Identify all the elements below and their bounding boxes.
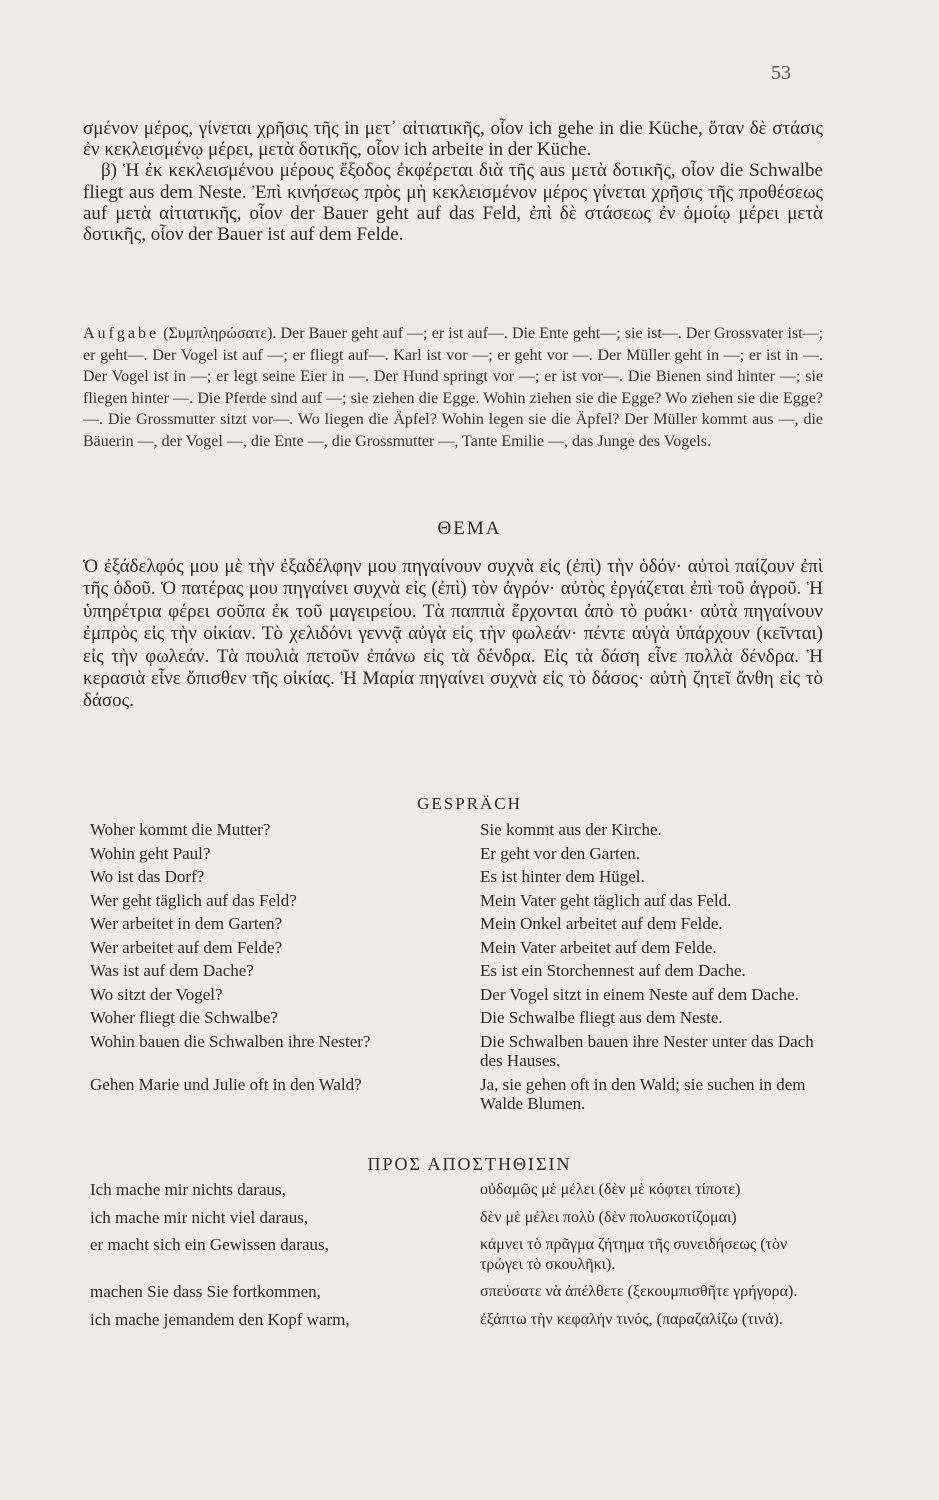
thema-text: Ὁ ἐξάδελφός μου μὲ τὴν ἐξαδέλφην μου πηγαίνουν συχνὰ εἰς (ἐπὶ) τὴν ὁδόν· αὐτοὶ παίζουν ἐπὶ τῆς ὁδοῦ. Ὁ πατέρας μου πηγαίνει συχνὰ εἰς (ἐπὶ) τὸν ἀγρόν· αὐτὸς ἐργάζεται ἐπὶ τοῦ ἀγροῦ. Ἡ ὑπηρέτρια φέρει σοῦπα ἐκ τοῦ μαγειρείου. Τὰ παππιὰ ἔρχονται ἀπὸ τὸ ρυάκι· αὐτὰ πηγαίνουν ἐμπρὸς εἰς τὴν οἰκίαν. Τὸ χελιδόνι γεννᾷ αὐγὰ εἰς τὴν φωλεάν· πέντε αὐγὰ ὑπάρχουν (κεῖνται) εἰς τὴν φωλεάν. Τὰ πουλιὰ πετοῦν ἐπάνω εἰς τὰ δένδρα. Εἰς τὰ δάση εἶνε πολλὰ δένδρα. Ἡ κερασιὰ εἶνε ὄπισθεν τῆς οἰκίας. Ἡ Μαρία πηγαίνει συχνὰ εἰς τὸ δάσος· αὐτὴ ζητεῖ ἄνθη εἰς τὸ δάσος. <box>83 556 823 712</box>
idiom-row <box>90 1180 830 1200</box>
memorize-heading: ΠΡΟΣ ΑΠΟΣΤΗΘΙΣΙΝ <box>367 1154 572 1174</box>
thema-heading: ΘΕΜΑ <box>437 518 502 539</box>
idiom-list <box>90 1180 830 1337</box>
question: Wer arbeitet in dem Garten? <box>90 914 283 933</box>
greek-translation: οὐδαμῶς μὲ μέλει (δὲν μὲ κόφτει τίποτε) <box>480 1181 741 1198</box>
answer: Es ist ein Storchennest auf dem Dache. <box>480 961 746 980</box>
conversation-row <box>90 914 830 934</box>
intro-paragraph-1: σμένον μέρος, γίνεται χρῆσις τῆς in μετ᾽ αἰτιατικῆς, οἷον ich gehe in die Küche, ὅταν δὲ στάσις ἐν κεκλεισμένῳ μέρει, μετὰ δοτικῆς, οἷον ich arbeite in der Küche. <box>83 118 823 161</box>
question: Woher fliegt die Schwalbe? <box>90 1008 278 1027</box>
greek-translation: ἐξάπτω τὴν κεφαλήν τινός, (παραζαλίζω (τινά). <box>480 1310 783 1328</box>
question: Wo ist das Dorf? <box>90 867 205 886</box>
answer: Ja, sie gehen oft in den Wald; sie suchen in dem Walde Blumen. <box>480 1074 806 1113</box>
conversation-row <box>90 1008 830 1028</box>
answer: Sie kommt aus der Kirche. <box>480 820 662 839</box>
question: Wo sitzt der Vogel? <box>90 984 223 1004</box>
question: Wer geht täglich auf das Feld? <box>90 890 297 910</box>
german-idiom: er macht sich ein Gewissen daraus, <box>90 1235 329 1254</box>
question: Was ist auf dem Dache? <box>90 961 254 980</box>
question: Woher kommt die Mutter? <box>90 820 271 839</box>
german-idiom: machen Sie dass Sie fortkommen, <box>90 1282 321 1301</box>
conversation-row <box>90 961 830 981</box>
exercise-label: Aufgabe <box>83 325 160 342</box>
conversation-row <box>90 985 830 1005</box>
german-idiom: ich mache jemandem den Kopf warm, <box>90 1309 350 1329</box>
question: Wohin bauen die Schwalben ihre Nester? <box>90 1031 371 1051</box>
answer: Der Vogel sitzt in einem Neste auf dem Dache. <box>480 984 799 1004</box>
answer: Mein Vater arbeitet auf dem Felde. <box>480 937 717 957</box>
conversation-heading: GESPRÄCH <box>417 794 522 813</box>
conversation-row <box>90 1075 830 1114</box>
question: Wer arbeitet auf dem Felde? <box>90 937 283 957</box>
answer: Mein Vater geht täglich auf das Feld. <box>480 890 732 910</box>
question: Wohin geht Paul? <box>90 843 211 863</box>
intro-text <box>83 118 823 245</box>
answer: Die Schwalbe fliegt aus dem Neste. <box>480 1008 723 1027</box>
exercise-block <box>83 323 823 452</box>
intro-paragraph-2: β) Ἡ ἐκ κεκλεισμένου μέρους ἔξοδος ἐκφέρεται διὰ τῆς aus μετὰ δοτικῆς, οἷον die Schwalbe fliegt aus dem Neste. Ἐπὶ κινήσεως πρὸς μὴ κεκλεισμένον μέρος γίνεται χρῆσις τῆς προθέσεως auf μετὰ αἰτιατικῆς, οἷον der Bauer geht auf das Feld, ἐπὶ δὲ στάσεως ἐν ὁμοίῳ μέρει μετὰ δοτικῆς, οἷον der Bauer ist auf dem Felde. <box>83 160 823 246</box>
page-number: 53 <box>771 62 791 84</box>
conversation-row <box>90 1032 830 1071</box>
conversation-row <box>90 844 830 864</box>
conversation-row <box>90 820 830 840</box>
answer: Er geht vor den Garten. <box>480 843 641 863</box>
answer: Die Schwalben bauen ihre Nester unter das Dach des Hauses. <box>480 1031 814 1070</box>
idiom-row <box>90 1235 830 1274</box>
german-idiom: Ich mache mir nichts daraus, <box>90 1180 286 1199</box>
answer: Es ist hinter dem Hügel. <box>480 867 645 886</box>
answer: Mein Onkel arbeitet auf dem Felde. <box>480 914 723 933</box>
exercise-text: (Συμπληρώσατε). Der Bauer geht auf —; er ist auf—. Die Ente geht—; sie ist—. Der Grossvater ist—; er geht—. Der Vogel ist auf —; er fliegt auf—. Karl ist vor —; er geht vor —. Der Müller geht in —; er ist in —. Der Vogel ist in —; er legt seine Eier in —. Der Hund springt vor —; er ist vor—. Die Bienen sind hinter —; sie fliegen hinter —. Die Pferde sind auf —; sie ziehen die Egge. Wohin ziehen sie die Egge? Wo ziehen sie die Egge?—. Die Grossmutter sitzt vor—. Wo liegen die Äpfel? Wohin legen sie die Äpfel? Der Müller kommt aus —, die Bäuerin —, der Vogel —, die Ente —, die Grossmutter —, Tante Emilie —, das Junge des Vogels. <box>83 325 824 450</box>
greek-translation: σπεύσατε νὰ ἀπέλθετε (ξεκουμπισθῆτε γρήγορα). <box>480 1283 798 1300</box>
conversation-list <box>90 820 830 1118</box>
greek-translation: κάμνει τὸ πρᾶγμα ζήτημα τῆς συνειδήσεως (τὸν τρώγει τὸ σκουλῆκι). <box>480 1236 788 1273</box>
german-idiom: ich mache mir nicht viel daraus, <box>90 1207 309 1227</box>
conversation-row <box>90 891 830 911</box>
idiom-row <box>90 1310 830 1330</box>
greek-translation: δὲν μὲ μέλει πολὺ (δὲν πολυσκοτίζομαι) <box>480 1208 737 1226</box>
idiom-row <box>90 1208 830 1228</box>
conversation-row <box>90 938 830 958</box>
conversation-row <box>90 867 830 887</box>
question: Gehen Marie und Julie oft in den Wald? <box>90 1074 362 1094</box>
idiom-row <box>90 1282 830 1302</box>
